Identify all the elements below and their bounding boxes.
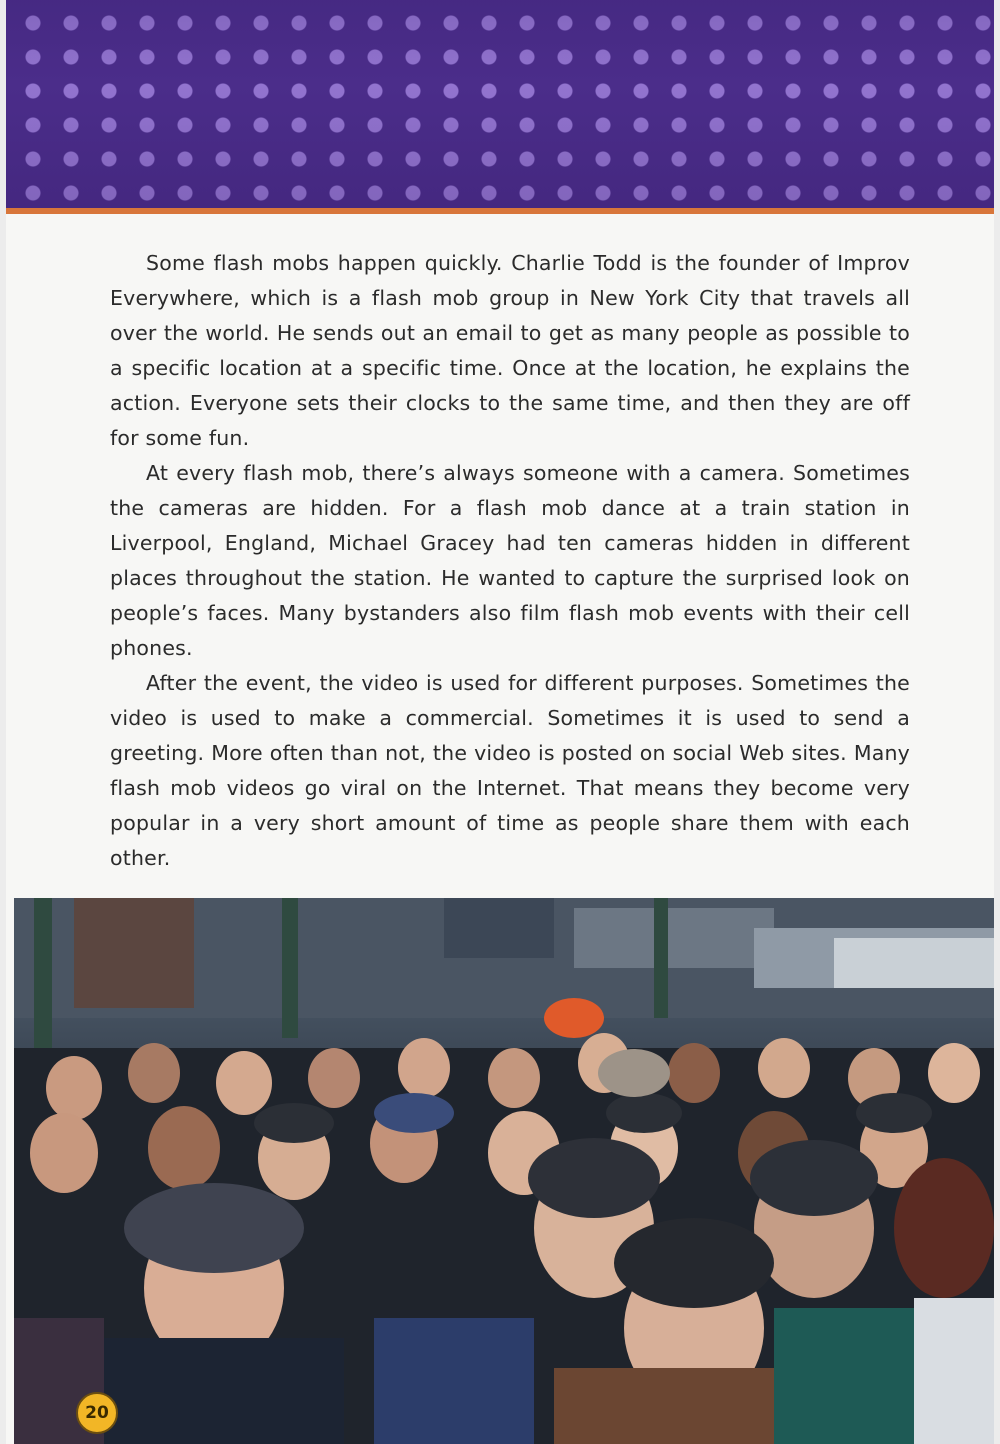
- page-number-badge: 20: [76, 1392, 118, 1434]
- crowd-photo: [14, 898, 994, 1444]
- article-body: [110, 246, 910, 876]
- book-page: [6, 0, 994, 1444]
- purple-dotted-header-band: [6, 0, 994, 210]
- paragraph-3: After the event, the video is used for different purposes. Sometimes the video is used to make a commercial. Sometimes it is used to send a greeting. More often than not, the video is posted on social Web sites. Many flash mob videos go viral on the Internet. That means they become very popular in a very short amount of time as people share them with each other.: [110, 671, 910, 870]
- paragraph-1: Some flash mobs happen quickly. Charlie Todd is the founder of Improv Everywhere, which is a flash mob group in New York City that travels all over the world. He sends out an email to get as many people as possible to a specific location at a specific time. Once at the location, he explains the action. Everyone sets their clocks to the same time, and then they are off for some fun.: [110, 251, 910, 450]
- paragraph-2: At every flash mob, there’s always someone with a camera. Sometimes the cameras are hidden. For a flash mob dance at a train station in Liverpool, England, Michael Gracey had ten cameras hidden in different places throughout the station. He wanted to capture the surprised look on people’s faces. Many bystanders also film flash mob events with their cell phones.: [110, 461, 910, 660]
- orange-divider-rule: [6, 208, 994, 214]
- crowd-illustration: [14, 898, 994, 1444]
